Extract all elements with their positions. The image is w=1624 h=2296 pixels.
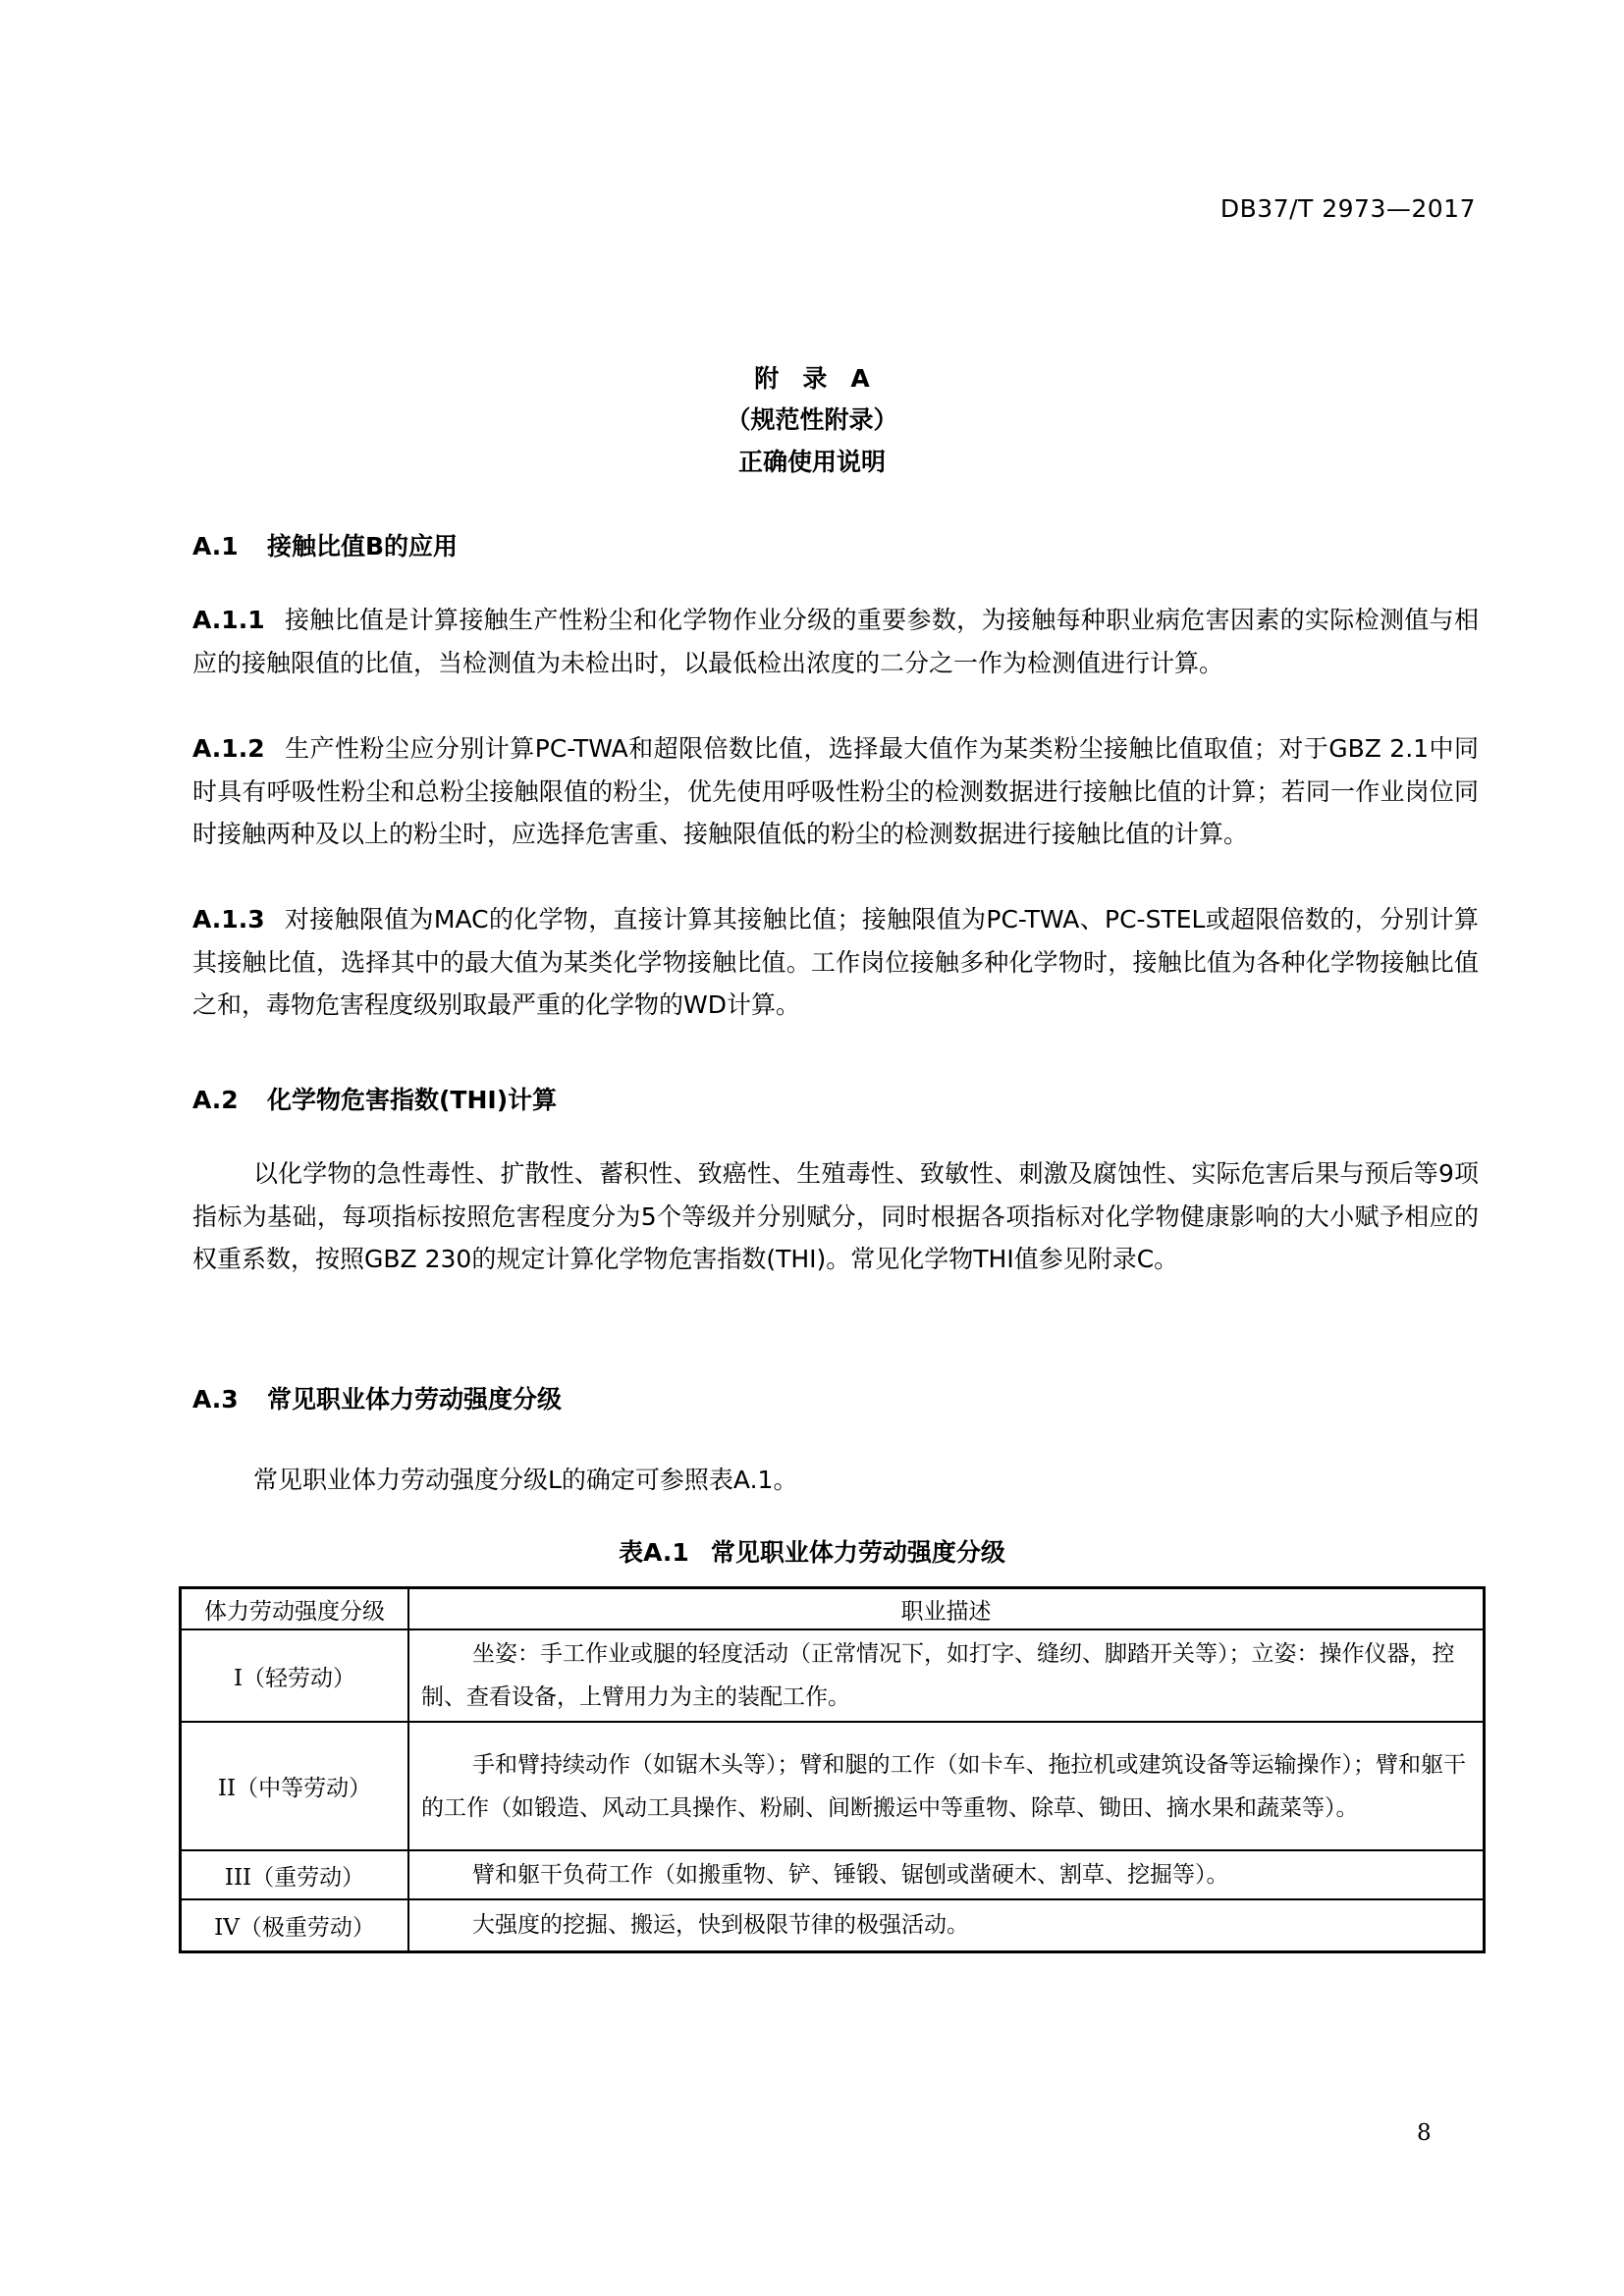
document-number: DB37/T 2973—2017 [1219,194,1476,223]
description-text: 大强度的挖掘、搬运，快到极限节律的极强活动。 [472,1912,969,1939]
clause-text: 生产性粉尘应分别计算PC-TWA和超限倍数比值，选择最大值作为某类粉尘接触比值取值；对于GBZ 2.1中同时具有呼吸性粉尘和总粉尘接触限值的粉尘，优先使用呼吸性粉尘的检测数据进行接触比值的计算；若同一作业岗位同时接触两种及以上的粉尘时，应选择危害重、接触限值低的粉尘的检测数据进行接触比值的计算。 [192,734,1479,848]
page-number: 8 [1417,2120,1432,2146]
appendix-word-2: 录 [802,364,828,393]
table-cell-description [408,1899,1485,1951]
section-title: 化学物危害指数(THI)计算 [267,1086,558,1114]
table-cell-description [408,1722,1485,1850]
table-cell-description [408,1629,1485,1722]
table-row [181,1722,1485,1850]
table-row [181,1899,1485,1951]
table-row [181,1850,1485,1899]
clause-a1-2 [192,727,1479,856]
section-number: A.3 [192,1385,239,1414]
table-row [181,1629,1485,1722]
appendix-word-1: 附 [754,364,780,393]
description-text: 坐姿：手工作业或腿的轻度活动（正常情况下，如打字、缝纫、脚踏开关等）；立姿：操作仪器，控制、查看设备，上臂用力为主的装配工作。 [421,1641,1455,1710]
table-cell-grade: II（中等劳动） [181,1722,409,1850]
section-a2-body: 以化学物的急性毒性、扩散性、蓄积性、致癌性、生殖毒性、致敏性、刺激及腐蚀性、实际危害后果与预后等9项指标为基础，每项指标按照危害程度分为5个等级并分别赋分，同时根据各项指标对化学物健康影响的大小赋予相应的权重系数，按照GBZ 230的规定计算化学物危害指数(THI)。常见化学物THI值参见附录C。 [192,1159,1479,1273]
table-caption [0,1533,1624,1569]
section-heading-a2 [192,1081,557,1116]
table-header-row [181,1588,1485,1630]
appendix-letter: A [850,364,870,393]
description-text: 手和臂持续动作（如锯木头等）；臂和腿的工作（如卡车、拖拉机或建筑设备等运输操作）；臂和躯干的工作（如锻造、风动工具操作、粉刷、间断搬运中等重物、除草、锄田、摘水果和蔬菜等）。 [421,1751,1466,1821]
section-heading-a3 [192,1380,562,1415]
table-cell-grade: I（轻劳动） [181,1629,409,1722]
section-heading-a1 [192,527,458,562]
clause-number: A.1.1 [192,606,265,634]
section-number: A.1 [192,532,239,561]
appendix-heading [0,359,1624,395]
clause-number: A.1.3 [192,905,265,934]
appendix-title: 正确使用说明 [737,448,886,476]
table-caption-title: 常见职业体力劳动强度分级 [710,1538,1005,1567]
section-title: 接触比值B的应用 [267,532,459,561]
section-title: 常见职业体力劳动强度分级 [267,1385,563,1414]
table-cell-grade: IV（极重劳动） [181,1899,409,1951]
clause-text: 接触比值是计算接触生产性粉尘和化学物作业分级的重要参数，为接触每种职业病危害因素的实际检测值与相应的接触限值的比值，当检测值为未检出时，以最低检出浓度的二分之一作为检测值进行计算。 [192,606,1479,677]
section-number: A.2 [192,1086,239,1114]
labor-intensity-table [179,1586,1486,1953]
description-text: 臂和躯干负荷工作（如搬重物、铲、锤锻、锯刨或凿硬木、割草、挖掘等）。 [472,1862,1229,1888]
table-caption-number: 表A.1 [619,1538,689,1567]
section-a3-body: 常见职业体力劳动强度分级L的确定可参照表A.1。 [253,1466,798,1494]
clause-text: 对接触限值为MAC的化学物，直接计算其接触比值；接触限值为PC-TWA、PC-STEL或超限倍数的，分别计算其接触比值，选择其中的最大值为某类化学物接触比值。工作岗位接触多种化学物时，接触比值为各种化学物接触比值之和，毒物危害程度级别取最严重的化学物的WD计算。 [192,905,1479,1019]
table-cell-description [408,1850,1485,1899]
table-header-grade: 体力劳动强度分级 [181,1588,409,1630]
clause-a1-1 [192,599,1479,684]
table-cell-grade: III（重劳动） [181,1850,409,1899]
table-header-description: 职业描述 [408,1588,1485,1630]
clause-a1-3 [192,898,1479,1027]
clause-number: A.1.2 [192,734,265,763]
appendix-type: （规范性附录） [726,405,898,434]
